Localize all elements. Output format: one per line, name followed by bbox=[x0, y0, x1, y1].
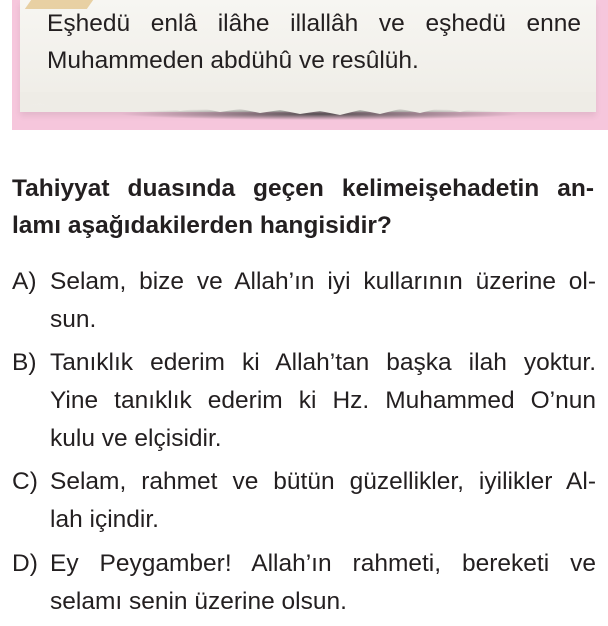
option-letter: C) bbox=[12, 468, 38, 495]
option-letter: B) bbox=[12, 349, 37, 376]
quote-line: Eşhedü enlâ ilâhe illallâh ve eşhedü enne bbox=[47, 10, 581, 37]
option-letter: A) bbox=[12, 268, 37, 295]
option-line: Tanıklık ederim ki Allah’tan başka ilah yoktur. bbox=[50, 349, 596, 376]
option-text bbox=[50, 263, 596, 339]
option-text bbox=[50, 344, 596, 458]
torn-paper-edge bbox=[20, 92, 596, 130]
option-line: Yine tanıklık ederim ki Hz. Muhammed O’nun bbox=[50, 387, 596, 414]
question-line: lamı aşağıdakilerden hangisidir? bbox=[12, 212, 392, 239]
option-line: Selam, bize ve Allah’ın iyi kullarının üzerine ol- bbox=[50, 268, 596, 295]
option-letter: D) bbox=[12, 550, 38, 577]
option-text bbox=[50, 463, 596, 539]
option-line: lah içindir. bbox=[50, 506, 159, 533]
question-text bbox=[12, 170, 594, 244]
option-line: selamı senin üzerine olsun. bbox=[50, 588, 347, 615]
quote-line: Muhammeden abdühû ve resûlüh. bbox=[47, 47, 419, 74]
option-line: Selam, rahmet ve bütün güzellikler, iyilikler Al- bbox=[50, 468, 596, 495]
option-line: sun. bbox=[50, 306, 97, 333]
question-line: Tahiyyat duasında geçen kelimeişehadetin an- bbox=[12, 175, 594, 202]
option-line: kulu ve elçisidir. bbox=[50, 425, 222, 452]
option-line: Ey Peygamber! Allah’ın rahmeti, bereketi ve bbox=[50, 550, 596, 577]
option-text bbox=[50, 545, 596, 621]
kelime-i-sehadet-quote bbox=[47, 5, 581, 79]
